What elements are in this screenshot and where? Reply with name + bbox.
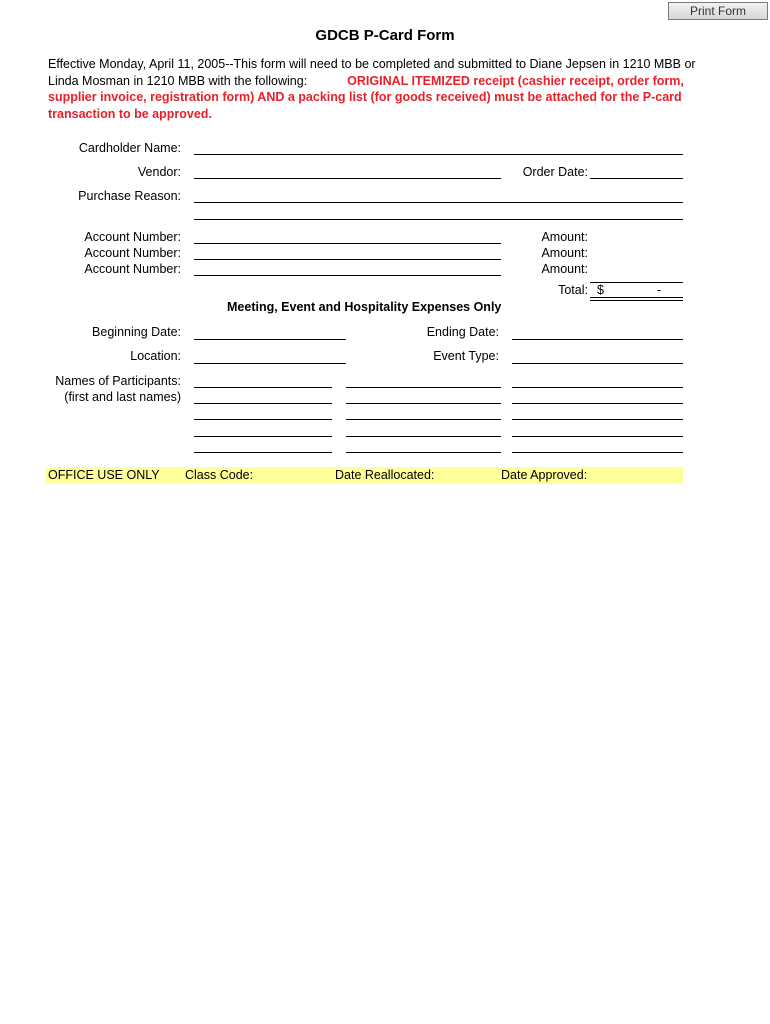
account-number-field-3[interactable] — [194, 275, 501, 276]
date-reallocated-label: Date Reallocated: — [335, 468, 435, 482]
amount-label-2: Amount: — [541, 246, 588, 260]
office-use-bar — [46, 467, 683, 484]
total-label: Total: — [558, 283, 588, 297]
cardholder-name-field[interactable] — [194, 154, 683, 155]
participant-field[interactable] — [194, 387, 332, 388]
participant-field[interactable] — [512, 403, 683, 404]
beginning-date-label: Beginning Date: — [92, 325, 181, 339]
participant-field[interactable] — [194, 452, 332, 453]
participant-field[interactable] — [346, 452, 501, 453]
location-label: Location: — [130, 349, 181, 363]
total-currency: $ — [597, 283, 604, 297]
purchase-reason-label: Purchase Reason: — [78, 189, 181, 203]
office-use-title: OFFICE USE ONLY — [48, 468, 160, 482]
location-field[interactable] — [194, 363, 346, 364]
participant-field[interactable] — [194, 436, 332, 437]
order-date-field[interactable] — [590, 178, 683, 179]
print-form-button[interactable]: Print Form — [668, 2, 768, 20]
participant-field[interactable] — [512, 452, 683, 453]
total-value: - — [657, 283, 662, 297]
participant-field[interactable] — [194, 419, 332, 420]
participant-field[interactable] — [346, 387, 501, 388]
participants-note: (first and last names) — [64, 390, 181, 404]
participant-field[interactable] — [512, 419, 683, 420]
participant-field[interactable] — [346, 403, 501, 404]
form-title: GDCB P-Card Form — [315, 27, 455, 44]
amount-label-3: Amount: — [541, 262, 588, 276]
participant-field[interactable] — [346, 436, 501, 437]
participant-field[interactable] — [194, 403, 332, 404]
date-approved-label: Date Approved: — [501, 468, 588, 482]
vendor-label: Vendor: — [137, 165, 181, 179]
participant-field[interactable] — [346, 419, 501, 420]
participant-field[interactable] — [512, 387, 683, 388]
participant-field[interactable] — [512, 436, 683, 437]
form-instructions — [48, 56, 708, 122]
ending-date-field[interactable] — [512, 339, 683, 340]
amount-label-1: Amount: — [541, 230, 588, 244]
instructions-text: Effective Monday, April 11, 2005--This form will need to be completed and submitted to Diane Jepsen in 1210 MBB or Linda Mosman in 1210 MBB with the following: — [48, 57, 696, 88]
beginning-date-field[interactable] — [194, 339, 346, 340]
account-number-field-1[interactable] — [194, 243, 501, 244]
event-type-field[interactable] — [512, 363, 683, 364]
ending-date-label: Ending Date: — [426, 325, 499, 339]
account-number-label-1: Account Number: — [84, 230, 181, 244]
purchase-reason-field[interactable] — [194, 202, 683, 203]
vendor-field[interactable] — [194, 178, 501, 179]
purchase-reason-field-2[interactable] — [194, 219, 683, 220]
cardholder-name-label: Cardholder Name: — [78, 141, 181, 155]
meeting-section-heading: Meeting, Event and Hospitality Expenses Only — [227, 300, 502, 314]
class-code-label: Class Code: — [185, 468, 254, 482]
total-double-underline — [590, 297, 683, 301]
account-number-field-2[interactable] — [194, 259, 501, 260]
account-number-label-2: Account Number: — [84, 246, 181, 260]
instructions-requirement: ORIGINAL ITEMIZED receipt (cashier receipt, order form, supplier invoice, registration form) AND a packing list (for goods received) must be attached for the P-card transaction to be approved. — [48, 73, 684, 121]
order-date-label: Order Date: — [522, 165, 588, 179]
participants-label: Names of Participants: — [55, 374, 181, 388]
event-type-label: Event Type: — [433, 349, 499, 363]
account-number-label-3: Account Number: — [84, 262, 181, 276]
